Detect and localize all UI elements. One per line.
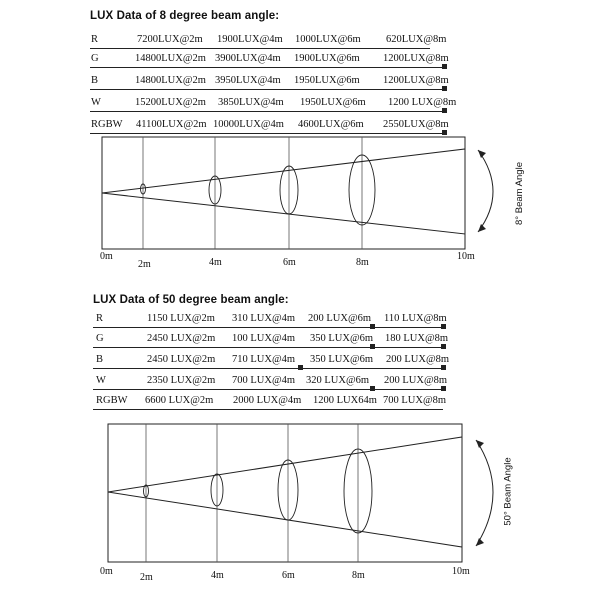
value-6m: 1950LUX@6m: [300, 97, 366, 108]
beam-angle-label: 8° Beam Angle: [513, 162, 525, 225]
distance-label: 6m: [283, 257, 296, 268]
row-label: W: [91, 97, 101, 108]
section-title: LUX Data of 50 degree beam angle:: [93, 294, 289, 306]
value-6m: 1200 LUX64m: [313, 395, 377, 406]
value-6m: 1950LUX@6m: [294, 75, 360, 86]
row-label: G: [96, 333, 104, 344]
value-8m: 700 LUX@8m: [383, 395, 447, 406]
angle-arrowhead: [476, 538, 484, 546]
distance-label: 8m: [352, 570, 365, 581]
value-2m: 41100LUX@2m: [136, 119, 207, 130]
row-label: B: [96, 354, 104, 365]
value-8m: 1200LUX@8m: [383, 75, 449, 86]
value-2m: 2450 LUX@2m: [147, 354, 216, 365]
distance-label: 0m: [100, 251, 113, 262]
value-8m: 110 LUX@8m: [384, 313, 447, 324]
distance-label: 0m: [100, 566, 113, 577]
value-8m: 1200 LUX@8m: [388, 97, 457, 108]
value-8m: 200 LUX@8m: [384, 375, 448, 386]
row-label: R: [96, 313, 104, 324]
distance-label: 4m: [211, 570, 224, 581]
value-6m: 1000LUX@6m: [295, 34, 361, 45]
value-8m: 620LUX@8m: [386, 34, 447, 45]
value-2m: 6600 LUX@2m: [145, 395, 214, 406]
value-4m: 3950LUX@4m: [215, 75, 281, 86]
distance-label: 2m: [140, 572, 153, 583]
value-6m: 320 LUX@6m: [306, 375, 370, 386]
value-8m: 1200LUX@8m: [383, 53, 449, 64]
value-2m: 14800LUX@2m: [135, 53, 206, 64]
distance-label: 6m: [282, 570, 295, 581]
diagram-frame: [108, 424, 462, 562]
value-8m: 2550LUX@8m: [383, 119, 449, 130]
value-2m: 2450 LUX@2m: [147, 333, 216, 344]
distance-label: 2m: [138, 259, 151, 270]
distance-label: 8m: [356, 257, 369, 268]
value-4m: 10000LUX@4m: [213, 119, 284, 130]
value-6m: 200 LUX@6m: [308, 313, 372, 324]
value-4m: 310 LUX@4m: [232, 313, 296, 324]
row-label: RGBW: [91, 119, 123, 130]
value-4m: 700 LUX@4m: [232, 375, 296, 386]
value-4m: 3900LUX@4m: [215, 53, 281, 64]
row-label: RGBW: [96, 395, 128, 406]
value-6m: 1900LUX@6m: [294, 53, 360, 64]
section-title: LUX Data of 8 degree beam angle:: [90, 10, 280, 22]
value-2m: 14800LUX@2m: [135, 75, 206, 86]
beam-angle-label: 50° Beam Angle: [502, 457, 514, 526]
value-2m: 15200LUX@2m: [135, 97, 206, 108]
row-label: G: [91, 53, 99, 64]
distance-label: 4m: [209, 257, 222, 268]
value-4m: 2000 LUX@4m: [233, 395, 302, 406]
angle-arc: [476, 440, 493, 546]
value-6m: 350 LUX@6m: [310, 354, 374, 365]
value-4m: 3850LUX@4m: [218, 97, 284, 108]
distance-label: 10m: [452, 566, 470, 577]
row-label: W: [96, 375, 106, 386]
value-6m: 350 LUX@6m: [310, 333, 374, 344]
value-4m: 710 LUX@4m: [232, 354, 296, 365]
row-label: R: [91, 34, 99, 45]
value-2m: 2350 LUX@2m: [147, 375, 216, 386]
value-4m: 1900LUX@4m: [217, 34, 283, 45]
value-2m: 1150 LUX@2m: [147, 313, 215, 324]
distance-label: 10m: [457, 251, 475, 262]
row-label: B: [91, 75, 99, 86]
value-4m: 100 LUX@4m: [232, 333, 296, 344]
value-2m: 7200LUX@2m: [137, 34, 203, 45]
angle-arrowhead: [476, 440, 484, 448]
value-8m: 180 LUX@8m: [385, 333, 449, 344]
value-6m: 4600LUX@6m: [298, 119, 364, 130]
beam-cone: [108, 437, 462, 547]
value-8m: 200 LUX@8m: [386, 354, 450, 365]
